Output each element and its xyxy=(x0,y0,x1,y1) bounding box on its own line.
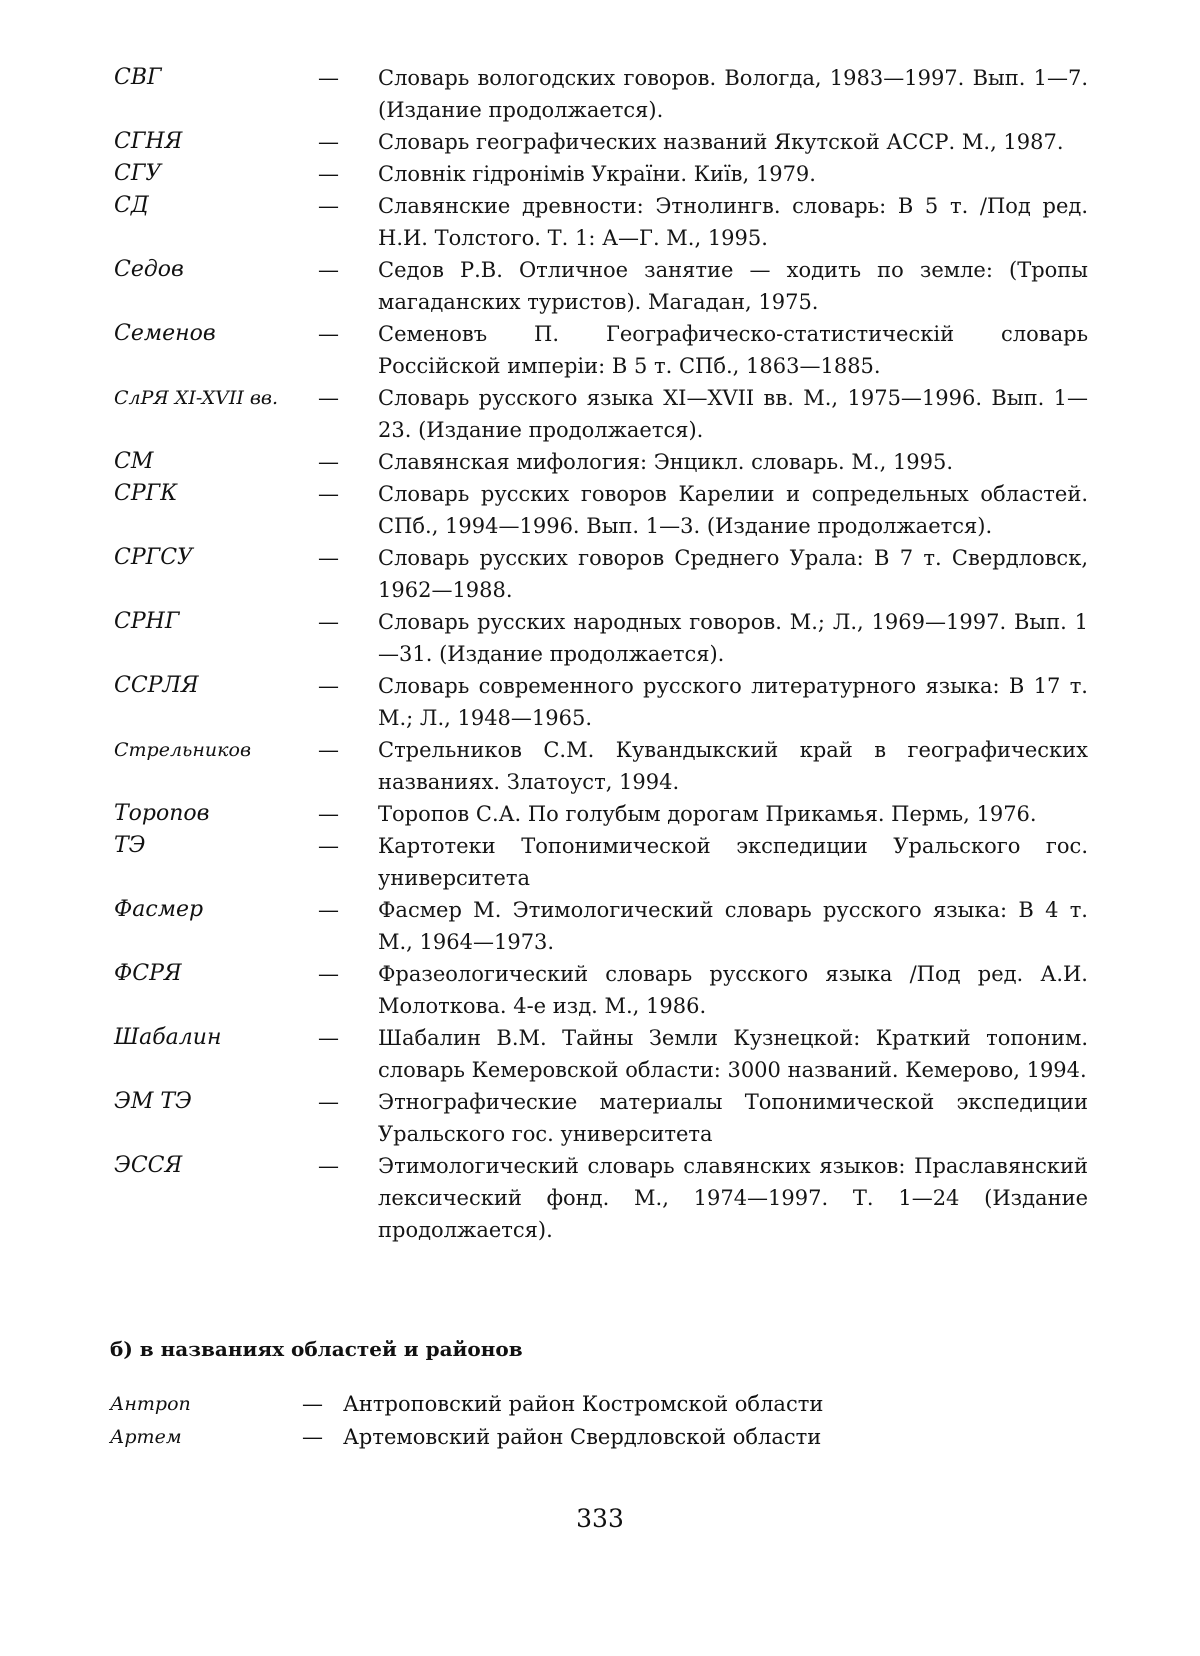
entry-description: Славянская мифология: Энцикл. словарь. М., 1995. xyxy=(378,450,954,474)
entry-dash: — xyxy=(318,322,339,346)
entry-abbreviation: Шабалин xyxy=(114,1025,222,1050)
entry-dash: — xyxy=(318,162,339,186)
abbreviation-entry xyxy=(0,190,1200,254)
entry-abbreviation: СлРЯ XI-XVII вв. xyxy=(114,387,279,409)
abbreviation-entry xyxy=(0,542,1200,606)
entry-description: Словарь географических названий Якутской АССР. М., 1987. xyxy=(378,130,1064,154)
page-number: 333 xyxy=(576,1504,624,1533)
entry-description: Словарь русских говоров Среднего Урала: В 7 т. Свердловск, 1962—1988. xyxy=(378,546,1088,602)
entry-abbreviation: ЭССЯ xyxy=(114,1153,183,1178)
abbreviations-list xyxy=(0,62,1200,1246)
entry-description: Фразеологический словарь русского языка /Под ред. А.И. Молоткова. 4-е изд. М., 1986. xyxy=(378,962,1088,1018)
abbreviation-entry xyxy=(0,894,1200,958)
entry-description: Стрельников С.М. Кувандыкский край в географических названиях. Златоуст, 1994. xyxy=(378,738,1088,794)
abbreviation-entry xyxy=(0,382,1200,446)
region-description: Артемовский район Свердловской области xyxy=(343,1425,822,1449)
region-abbreviation: Артем xyxy=(110,1426,182,1448)
entry-description: Картотеки Топонимической экспедиции Уральского гос. университета xyxy=(378,834,1088,890)
entry-abbreviation: ФСРЯ xyxy=(114,961,182,986)
entry-abbreviation: ЭМ ТЭ xyxy=(114,1089,192,1114)
entry-abbreviation: Стрельников xyxy=(114,739,251,761)
entry-abbreviation: СРГК xyxy=(114,481,178,506)
entry-description: Славянские древности: Этнолингв. словарь: В 5 т. /Под ред. Н.И. Толстого. Т. 1: А—Г. М., 1995. xyxy=(378,194,1088,250)
entry-description: Словнік гідронімів України. Київ, 1979. xyxy=(378,162,816,186)
entry-description: Седов Р.В. Отличное занятие — ходить по земле: (Тропы магаданских туристов). Магадан, 1975. xyxy=(378,258,1088,314)
entry-dash: — xyxy=(318,962,339,986)
regions-list xyxy=(0,1388,1200,1454)
entry-abbreviation: СГУ xyxy=(114,161,162,186)
abbreviation-entry xyxy=(0,1022,1200,1086)
abbreviation-entry xyxy=(0,318,1200,382)
entry-dash: — xyxy=(318,1154,339,1178)
entry-abbreviation: ТЭ xyxy=(114,833,146,858)
entry-dash: — xyxy=(318,1026,339,1050)
section-subheading: б) в названиях областей и районов xyxy=(110,1337,523,1361)
region-dash: — xyxy=(302,1392,323,1416)
abbreviation-entry xyxy=(0,1150,1200,1246)
entry-dash: — xyxy=(318,674,339,698)
abbreviation-entry xyxy=(0,830,1200,894)
entry-abbreviation: Седов xyxy=(114,257,184,282)
entry-dash: — xyxy=(318,450,339,474)
abbreviation-entry xyxy=(0,734,1200,798)
entry-dash: — xyxy=(318,738,339,762)
abbreviation-entry xyxy=(0,478,1200,542)
entry-dash: — xyxy=(318,386,339,410)
entry-abbreviation: СРНГ xyxy=(114,609,180,634)
region-entry xyxy=(0,1421,1200,1454)
entry-dash: — xyxy=(318,482,339,506)
abbreviation-entry xyxy=(0,606,1200,670)
region-description: Антроповский район Костромской области xyxy=(343,1392,824,1416)
abbreviation-entry xyxy=(0,798,1200,830)
entry-abbreviation: СМ xyxy=(114,449,154,474)
entry-description: Шабалин В.М. Тайны Земли Кузнецкой: Краткий топоним. словарь Кемеровской области: 3000 названий. Кемерово, 1994. xyxy=(378,1026,1088,1082)
entry-abbreviation: ССРЛЯ xyxy=(114,673,199,698)
entry-abbreviation: Торопов xyxy=(114,801,210,826)
abbreviation-entry xyxy=(0,158,1200,190)
entry-dash: — xyxy=(318,1090,339,1114)
entry-dash: — xyxy=(318,610,339,634)
region-abbreviation: Антроп xyxy=(110,1393,191,1415)
entry-description: Семеновъ П. Географическо-статистическій словарь Россійской имперіи: В 5 т. СПб., 1863—1885. xyxy=(378,322,1088,378)
entry-dash: — xyxy=(318,802,339,826)
abbreviation-entry xyxy=(0,1086,1200,1150)
entry-description: Словарь русских народных говоров. М.; Л., 1969—1997. Вып. 1—31. (Издание продолжается). xyxy=(378,610,1088,666)
entry-description: Словарь современного русского литературного языка: В 17 т. М.; Л., 1948—1965. xyxy=(378,674,1088,730)
entry-description: Словарь русских говоров Карелии и сопредельных областей. СПб., 1994—1996. Вып. 1—3. (Издание продолжается). xyxy=(378,482,1088,538)
abbreviation-entry xyxy=(0,958,1200,1022)
entry-description: Этимологический словарь славянских языков: Праславянский лексический фонд. М., 1974—1997. Т. 1—24 (Издание продолжается). xyxy=(378,1154,1088,1242)
entry-abbreviation: СВГ xyxy=(114,65,162,90)
entry-description: Торопов С.А. По голубым дорогам Прикамья. Пермь, 1976. xyxy=(378,802,1037,826)
entry-abbreviation: СРГСУ xyxy=(114,545,193,570)
entry-abbreviation: СД xyxy=(114,193,149,218)
entry-dash: — xyxy=(318,66,339,90)
entry-description: Фасмер М. Этимологический словарь русского языка: В 4 т. М., 1964—1973. xyxy=(378,898,1088,954)
abbreviation-entry xyxy=(0,670,1200,734)
abbreviation-entry xyxy=(0,62,1200,126)
entry-dash: — xyxy=(318,834,339,858)
entry-description: Словарь вологодских говоров. Вологда, 1983—1997. Вып. 1—7. (Издание продолжается). xyxy=(378,66,1088,122)
abbreviation-entry xyxy=(0,254,1200,318)
entry-description: Этнографические материалы Топонимической экспедиции Уральского гос. университета xyxy=(378,1090,1088,1146)
entry-dash: — xyxy=(318,546,339,570)
abbreviation-entry xyxy=(0,446,1200,478)
entry-abbreviation: Фасмер xyxy=(114,897,204,922)
entry-dash: — xyxy=(318,898,339,922)
entry-dash: — xyxy=(318,258,339,282)
entry-abbreviation: Семенов xyxy=(114,321,216,346)
region-entry xyxy=(0,1388,1200,1421)
entry-description: Словарь русского языка XI—XVII вв. М., 1975—1996. Вып. 1—23. (Издание продолжается). xyxy=(378,386,1088,442)
region-dash: — xyxy=(302,1425,323,1449)
entry-abbreviation: СГНЯ xyxy=(114,129,183,154)
entry-dash: — xyxy=(318,130,339,154)
abbreviation-entry xyxy=(0,126,1200,158)
entry-dash: — xyxy=(318,194,339,218)
